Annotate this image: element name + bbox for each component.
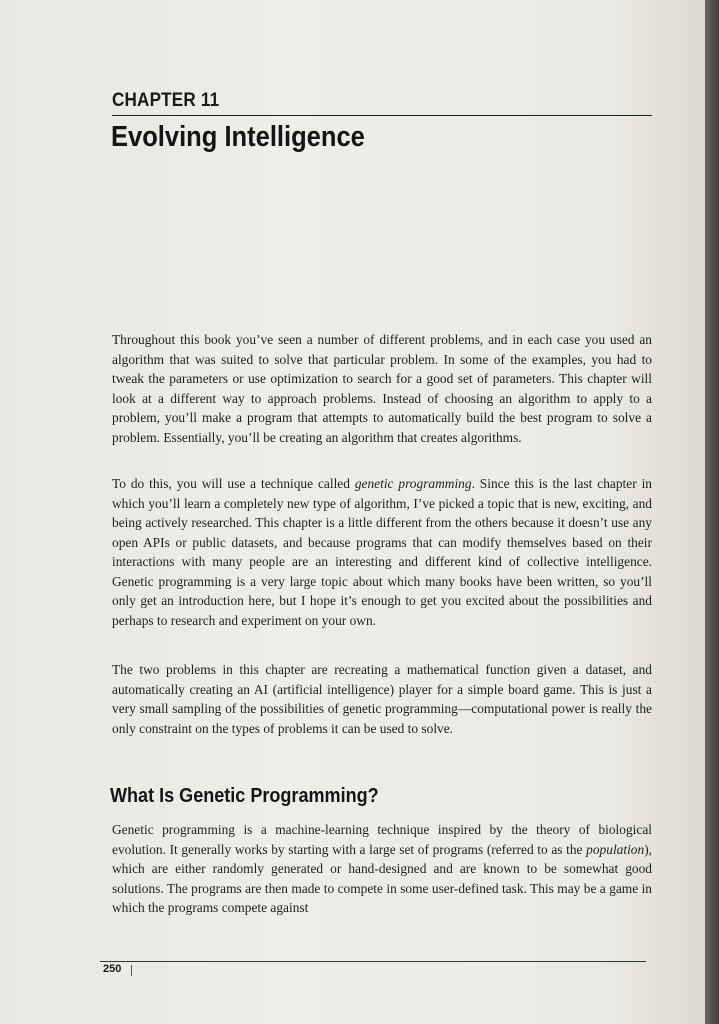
paragraph-problems	[112, 660, 652, 738]
paragraph-intro	[112, 330, 652, 447]
text-segment: Throughout this book you’ve seen a number of different problems, and in each case you used an algorithm that was suited to solve that particular problem. In some of the examples, you had to tweak the parameters or use optimization to search for a good set of parameters. This chapter will look at a different way to approach problems. Instead of choosing an algorithm to apply to a problem, you’ll make a program that attempts to automatically build the best program to solve a problem. Essentially, you’ll be creating an algorithm that creates algorithms.	[112, 332, 652, 445]
text-segment: ), which are either randomly generated or hand-designed and are known to be somewhat good solutions. The programs are then made to compete in some user-defined task. This may be a game in which the programs compete against	[112, 841, 652, 915]
text-segment: Genetic programming is a machine-learning technique inspired by the theory of biological evolution. It generally works by starting with a large set of programs (referred to as the	[112, 822, 652, 857]
chapter-rule	[112, 115, 652, 116]
page-number: 250	[103, 963, 122, 975]
text-segment: To do this, you will use a technique called	[112, 476, 355, 491]
chapter-label: CHAPTER 11	[112, 90, 220, 111]
page-number-divider	[131, 965, 132, 976]
italic-term: genetic programming	[354, 476, 472, 491]
chapter-title: Evolving Intelligence	[111, 121, 365, 153]
book-binding-edge	[705, 0, 719, 1024]
section-heading: What Is Genetic Programming?	[110, 784, 379, 807]
text-segment: . Since this is the last chapter in which you’ll learn a completely new type of algorithm, I’ve picked a topic that is new, exciting, and being actively researched. This chapter is a little different from the others because it doesn’t use any open APIs or public datasets, and because programs that can modify themselves based on their interactions with many people are an interesting and different kind of collective intelligence. Genetic programming is a very large topic about which many books have been written, so you’ll only get an introduction here, but I hope it’s enough to get you excited about the possibilities and perhaps to research and experiment on your own.	[112, 476, 652, 628]
paragraph-definition	[112, 820, 652, 918]
text-segment: The two problems in this chapter are recreating a mathematical function given a dataset, and automatically creating an AI (artificial intelligence) player for a simple board game. This is just a very small sampling of the possibilities of genetic programming—computational power is really the only constraint on the types of problems it can be used to solve.	[112, 662, 652, 736]
italic-term: population	[586, 841, 645, 857]
footer-rule	[100, 961, 646, 962]
paragraph-technique	[112, 474, 652, 630]
